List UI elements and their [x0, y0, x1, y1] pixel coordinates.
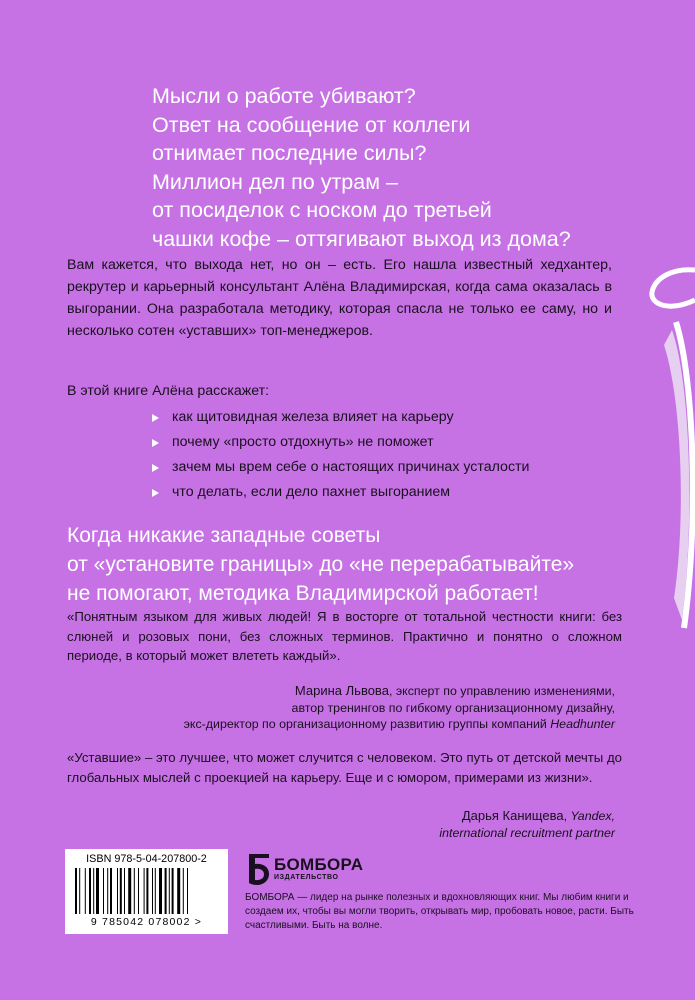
callout-line: не помогают, методика Владимирской работает! — [67, 582, 539, 605]
bullet-list — [152, 405, 622, 505]
review-credit-1 — [184, 683, 615, 733]
barcode-bar — [117, 868, 118, 914]
review-credit-2: Дарья Канищева, Yandex, international recruitment partner — [439, 808, 615, 840]
barcode-bar — [120, 868, 122, 914]
triangle-bullet-icon — [152, 439, 159, 447]
reviewer-role: автор тренингов по гибкому организационному дизайну, — [291, 700, 615, 715]
barcode-bar — [75, 868, 77, 914]
headline — [152, 82, 652, 254]
barcode-bar — [79, 868, 80, 914]
callout-line: Когда никакие западные советы — [67, 524, 381, 547]
publisher-subtitle: ИЗДАТЕЛЬСТВО — [274, 874, 339, 881]
barcode-bar — [134, 868, 135, 914]
barcode-bar — [159, 868, 162, 914]
barcode-bar — [183, 868, 184, 914]
isbn-label: ISBN 978-5-04-207800-2 — [86, 853, 207, 865]
triangle-bullet-icon — [152, 464, 159, 472]
barcode-bar — [155, 868, 156, 914]
bullet-item — [152, 430, 622, 455]
barcode-bars — [73, 868, 220, 916]
barcode-bar — [144, 868, 145, 914]
list-lead: В этой книге Алёна расскажет: — [67, 383, 270, 399]
barcode-bar — [172, 868, 174, 914]
bullet-text: как щитовидная железа влияет на карьеру — [172, 409, 454, 425]
bombora-logo-icon — [247, 852, 271, 886]
barcode-bar — [165, 868, 167, 914]
callout-line: от «установите границы» до «не перерабатывайте» — [67, 553, 575, 576]
barcode-bar — [187, 868, 188, 914]
barcode-bar — [85, 868, 86, 914]
review-quote-2: «Уставшие» – это лучшее, что может случится с человеком. Это путь от детской мечты до глобальных мыслей с проекцией на карьеру. Еще и с юмором, примерами из жизни». — [67, 750, 622, 785]
barcode-bar — [128, 868, 131, 914]
barcode-bar — [138, 868, 139, 914]
barcode-bar — [152, 868, 153, 914]
headline-line: отнимает последние силы? — [152, 141, 427, 166]
callout — [67, 521, 637, 608]
publisher-blurb: БОМБОРА — лидер на рынке полезных и вдохновляющих книг. Мы любим книги и создаем их, чтобы вы могли творить, открывать мир, пробовать новое, расти. Быть счастливыми. Быть на волне. — [245, 892, 634, 932]
reviewer-role: , эксперт по управлению изменениями, — [388, 684, 615, 698]
headline-line: Ответ на сообщение от коллеги — [152, 112, 471, 137]
headline-line: Миллион дел по утрам – — [152, 169, 398, 194]
barcode-bar — [146, 868, 148, 914]
review-quote-1: «Понятным языком для живых людей! Я в восторге от тотальной честности книги: без слюней и розовых пони, без сложных терминов. Практично и понятно о сложном периоде, в который может влететь каждый». — [67, 609, 622, 663]
reviewer-role: international recruitment partner — [439, 825, 615, 840]
bullet-item — [152, 455, 622, 480]
bullet-text: почему «просто отдохнуть» не поможет — [172, 434, 434, 450]
barcode-bar — [96, 868, 99, 914]
bullet-text: что делать, если дело пахнет выгоранием — [172, 484, 451, 500]
barcode-bar — [110, 868, 112, 914]
barcode-bar — [107, 868, 108, 914]
reviewer-company: Yandex, — [570, 809, 615, 823]
bullet-item — [152, 405, 622, 430]
reviewer-company: Headhunter — [550, 717, 615, 731]
barcode-digits: 9 785042 078002 > — [90, 916, 203, 928]
barcode-bar — [89, 868, 91, 914]
barcode-bar — [93, 868, 94, 914]
triangle-bullet-icon — [152, 414, 159, 422]
headline-line: от посиделок с носком до третьей — [152, 198, 492, 223]
headline-line: Мысли о работе убивают? — [152, 84, 416, 108]
reviewer-role: экс-директор по организационному развитию группы компаний — [183, 717, 551, 731]
barcode-bar — [103, 868, 104, 914]
bullet-item — [152, 480, 622, 505]
intro-paragraph: Вам кажется, что выхода нет, но он – есть. Его нашла известный хедхантер, рекрутер и карьерный консультант Алёна Владимирская, когда сама оказалась в выгорании. Она разработала методику, которая спасла не только ее саму, но и несколько сотен «уставших» топ-менеджеров. — [67, 257, 612, 339]
publisher-name: БОМБОРА — [274, 855, 364, 874]
barcode-bar — [124, 868, 125, 914]
triangle-bullet-icon — [152, 489, 159, 497]
barcode-bar — [177, 868, 180, 914]
reviewer-name: Дарья Канищева — [461, 808, 564, 823]
bullet-text: зачем мы врем себе о настоящих причинах усталости — [172, 459, 530, 475]
barcode — [65, 849, 228, 934]
reviewer-name: Марина Львова — [294, 683, 389, 698]
headline-line: чашки кофе – оттягивают выход из дома? — [152, 226, 571, 251]
barcode-bar — [169, 868, 170, 914]
